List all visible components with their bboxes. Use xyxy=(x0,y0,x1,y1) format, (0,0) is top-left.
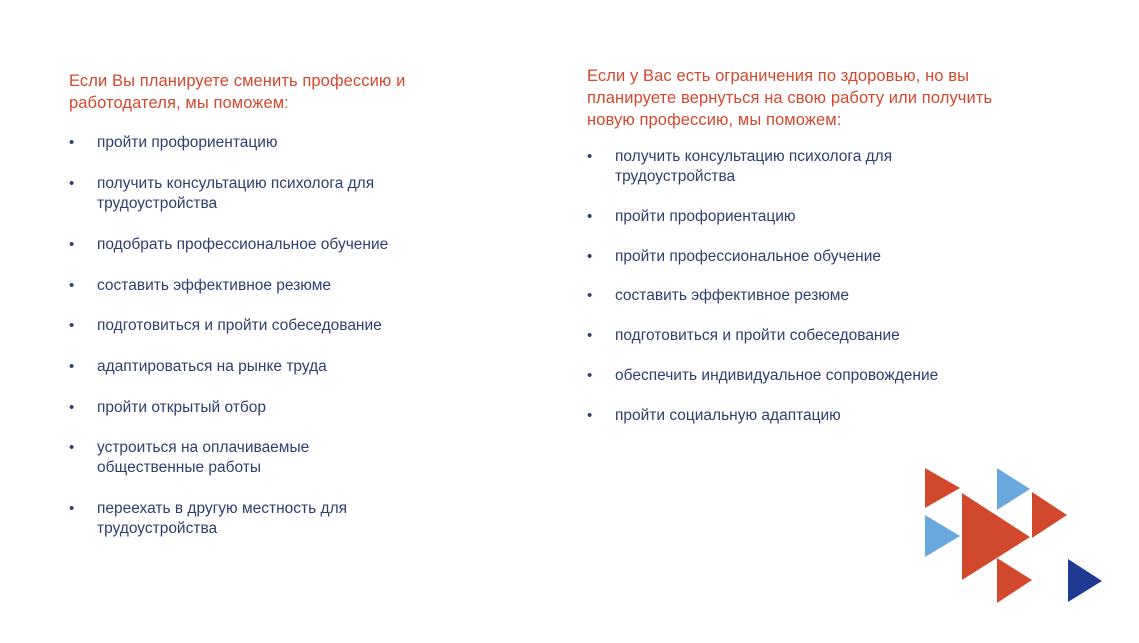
list-item: • обеспечить индивидуальное сопровождение xyxy=(587,367,939,384)
left-heading: Если Вы планируете сменить профессию и работодателя, мы поможем: xyxy=(69,72,406,112)
logo-darkblue-triangle xyxy=(1068,559,1102,602)
bullet-icon: • xyxy=(69,277,75,294)
bullet-icon: • xyxy=(587,407,593,424)
bullet-icon: • xyxy=(69,399,75,416)
bullet-icon: • xyxy=(587,287,593,304)
list-item: • подготовиться и пройти собеседование xyxy=(69,317,382,334)
bullet-icon: • xyxy=(69,236,75,253)
list-item: • пройти открытый отбор xyxy=(69,399,266,416)
bullet-icon: • xyxy=(69,439,75,456)
logo-blue-triangle-left xyxy=(925,515,960,557)
list-item: • переехать в другую местность для трудоустройства xyxy=(69,500,348,537)
triangles-logo-icon xyxy=(920,465,1110,610)
list-item: • адаптироваться на рынке труда xyxy=(69,358,327,375)
bullet-icon: • xyxy=(587,367,593,384)
bullet-icon: • xyxy=(69,317,75,334)
list-item: • подобрать профессиональное обучение xyxy=(69,236,389,253)
bullet-icon: • xyxy=(69,175,75,192)
bullet-icon: • xyxy=(587,248,593,265)
logo-blue-triangle-top xyxy=(997,468,1030,510)
list-item: • пройти профессиональное обучение xyxy=(587,248,881,265)
logo-red-triangle-center xyxy=(962,493,1030,580)
list-item: • пройти профориентацию xyxy=(587,208,796,225)
list-item: • получить консультацию психолога для трудоустройства xyxy=(587,148,893,185)
list-item: • пройти социальную адаптацию xyxy=(587,407,841,424)
list-item: • получить консультацию психолога для трудоустройства xyxy=(69,175,375,212)
bullet-icon: • xyxy=(587,208,593,225)
bullet-icon: • xyxy=(69,358,75,375)
right-heading: Если у Вас есть ограничения по здоровью, но вы планируете вернуться на свою работу или получить новую профессию, мы поможем: xyxy=(587,67,993,129)
logo-red-triangle-right xyxy=(1032,492,1067,538)
list-item: • составить эффективное резюме xyxy=(587,287,850,304)
list-item: • устроиться на оплачиваемые общественные работы xyxy=(69,439,310,476)
logo-red-triangle-top xyxy=(925,468,960,508)
list-item: • пройти профориентацию xyxy=(69,134,278,151)
bullet-icon: • xyxy=(69,134,75,151)
list-item: • подготовиться и пройти собеседование xyxy=(587,327,900,344)
bullet-icon: • xyxy=(587,327,593,344)
logo-red-triangle-bottom xyxy=(997,558,1032,603)
list-item: • составить эффективное резюме xyxy=(69,277,332,294)
bullet-icon: • xyxy=(587,148,593,165)
bullet-icon: • xyxy=(69,500,75,517)
